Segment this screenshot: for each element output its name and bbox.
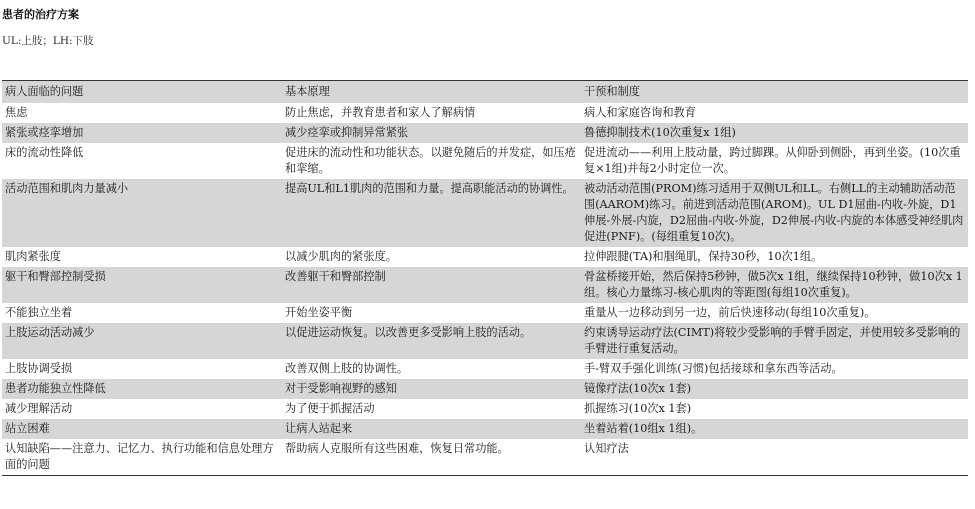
rationale-cell: 对于受影响视野的感知 — [282, 379, 581, 399]
intervention-cell: 抓握练习(10次x 1套) — [584, 402, 692, 415]
rationale-cell: 开始坐姿平衡 — [285, 306, 353, 319]
rationale-cell: 以促进运动恢复。以改善更多受影响上肢的活动。 — [282, 323, 581, 359]
intervention-cell: 手-臂双手强化训练(习惯)包括接球和拿东西等活动。 — [584, 362, 843, 375]
table-row — [2, 103, 968, 123]
intervention-cell: 病人和家庭咨询和教育 — [584, 106, 696, 119]
column-header-problem: 病人面临的问题 — [2, 81, 282, 103]
table-row — [2, 247, 968, 267]
intervention-cell: 促进流动——利用上肢动量，跨过脚踝。从仰卧到侧卧，再到坐姿。(10次重复×1组)并每2小时定位一次。 — [584, 146, 961, 175]
problem-cell: 减少理解活动 — [5, 402, 73, 415]
rationale-cell: 改善双侧上肢的协调性。 — [285, 362, 409, 375]
rationale-cell: 让病人站起来 — [282, 419, 581, 439]
intervention-cell: 拉伸跟腱(TA)和腘绳肌，保持30秒，10次1组。 — [584, 250, 823, 263]
table-row — [2, 143, 968, 179]
intervention-cell: 坐着站着(10组x 1组)。 — [581, 419, 968, 439]
table-body — [2, 103, 968, 475]
problem-cell: 躯干和臀部控制受损 — [2, 267, 282, 303]
problem-cell: 不能独立坐着 — [5, 306, 73, 319]
problem-cell: 肌肉紧张度 — [5, 250, 61, 263]
table-header-row — [2, 81, 968, 103]
problem-cell: 站立困难 — [2, 419, 282, 439]
column-header-rationale: 基本原理 — [282, 81, 581, 103]
rationale-cell: 提高UL和L1肌肉的范围和力量。提高职能活动的协调性。 — [282, 179, 581, 247]
intervention-cell: 认知疗法 — [584, 442, 629, 455]
table-row — [2, 439, 968, 475]
problem-cell: 床的流动性降低 — [5, 146, 84, 159]
rationale-cell: 为了便于抓握活动 — [285, 402, 375, 415]
rationale-cell: 促进床的流动性和功能状态。以避免随后的并发症，如压疮和挛缩。 — [285, 146, 576, 175]
problem-cell: 上肢协调受损 — [5, 362, 73, 375]
intervention-cell: 骨盆桥接开始，然后保持5秒钟，做5次x 1组，继续保持10秒钟，做10次x 1组。核心力量练习-核心肌肉的等距图(每组10次重复)。 — [581, 267, 968, 303]
table-row — [2, 323, 968, 359]
table-row — [2, 303, 968, 323]
intervention-cell: 重量从一边移动到另一边，前后快速移动(每组10次重复)。 — [584, 306, 876, 319]
rationale-cell: 帮助病人克服所有这些困难，恢复日常功能。 — [285, 442, 509, 455]
problem-cell: 焦虑 — [5, 106, 28, 119]
problem-cell: 认知缺陷——注意力、记忆力、执行功能和信息处理方面的问题 — [5, 442, 274, 471]
treatment-table-container — [2, 80, 968, 476]
abbreviation-note: UL:上肢；LH:下肢 — [2, 35, 94, 47]
intervention-cell: 约束诱导运动疗法(CIMT)将较少受影响的手臂手固定，并使用较多受影响的手臂进行重复活动。 — [581, 323, 968, 359]
page-title: 患者的治疗方案 — [2, 8, 79, 21]
rationale-cell: 以减少肌肉的紧张度。 — [285, 250, 397, 263]
rationale-cell: 防止焦虑，并教育患者和家人了解病情 — [285, 106, 476, 119]
table-row — [2, 379, 968, 399]
intervention-cell: 镜像疗法(10次x 1套) — [581, 379, 968, 399]
rationale-cell: 改善躯干和臀部控制 — [282, 267, 581, 303]
table-row — [2, 399, 968, 419]
table-row — [2, 179, 968, 247]
problem-cell: 活动范围和肌肉力量减小 — [2, 179, 282, 247]
column-header-intervention: 干预和制度 — [581, 81, 968, 103]
rationale-cell: 减少痉挛或抑制异常紧张 — [282, 123, 581, 143]
table-header — [2, 81, 968, 103]
table-row — [2, 419, 968, 439]
table-row — [2, 267, 968, 303]
problem-cell: 患者功能独立性降低 — [2, 379, 282, 399]
intervention-cell: 鲁德抑制技术(10次重复x 1组) — [581, 123, 968, 143]
treatment-table — [2, 81, 968, 475]
intervention-cell: 被动活动范围(PROM)练习适用于双侧UL和LL。右侧LL的主动辅助活动范围(AAROM)练习。前进到活动范围(AROM)。UL D1屈曲-内收-外旋，D1伸展-外展-内旋，D2屈曲-内收-外旋，D2伸展-内收-内旋的本体感受神经肌肉促进(PNF)。(每组重复10次)。 — [581, 179, 968, 247]
table-row — [2, 123, 968, 143]
problem-cell: 上肢运动活动减少 — [2, 323, 282, 359]
problem-cell: 紧张或痉挛增加 — [2, 123, 282, 143]
table-row — [2, 359, 968, 379]
